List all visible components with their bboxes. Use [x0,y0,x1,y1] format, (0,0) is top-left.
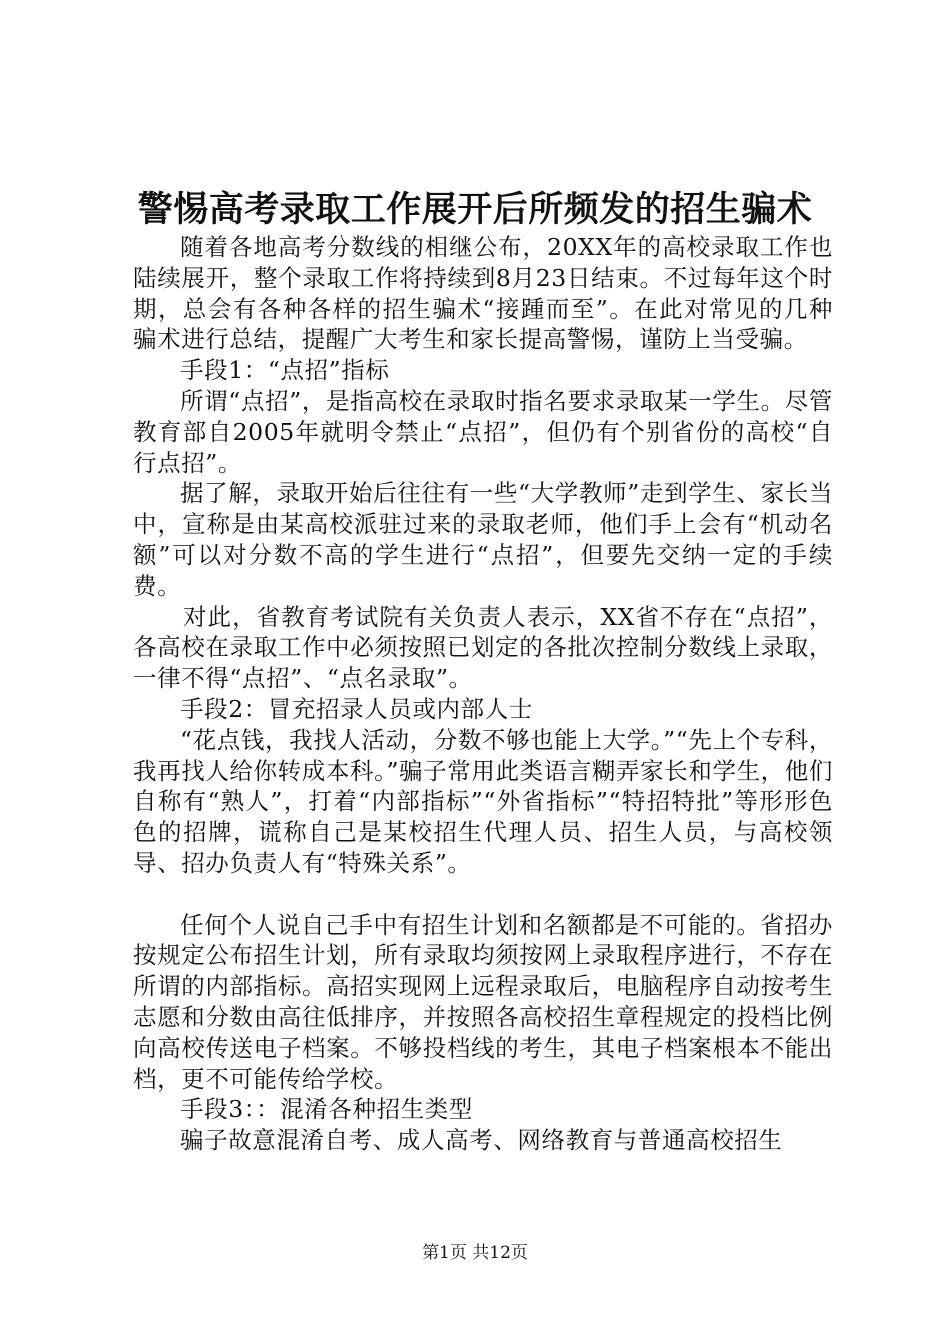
blank-line [133,879,833,910]
paragraph-scammer-quotes: “花点钱，我找人活动，分数不够也能上大学。”“先上个专科，我再找人给你转成本科。”骗子常用此类语言糊弄家长和学生，他们自称有“熟人”，打着“内部指标”“外省指标”“特招特批”等形形色色的招牌，谎称自己是某校招生代理人员、招生人员，与高校领导、招办负责人有“特殊关系”。 [133,725,833,877]
document-title: 警惕高考录取工作展开后所频发的招生骗术 [137,189,813,230]
paragraph-no-quotas: 任何个人说自己手中有招生计划和名额都是不可能的。省招办按规定公布招生计划，所有录取均须按网上录取程序进行，不存在所谓的内部指标。高招实现网上远程录取后，电脑程序自动按考生志愿和分数由高往低排序，并按照各高校招生章程规定的投档比例向高校传送电子档案。不够投档线的考生，其电子档案根本不能出档，更不可能传给学校。 [133,910,833,1093]
paragraph-official-response: 对此，省教育考试院有关负责人表示，XX省不存在“点招”，各高校在录取工作中必须按照已划定的各批次控制分数线上录取，一律不得“点招”、“点名录取”。 [133,602,833,693]
document-body [133,232,833,1156]
paragraph-fake-teachers: 据了解，录取开始后往往有一些“大学教师”走到学生、家长当中，宣称是由某高校派驻过来的录取老师，他们手上会有“机动名额”可以对分数不高的学生进行“点招”，但要先交纳一定的手续费。 [133,479,833,600]
paragraph-dianzhao-definition: 所谓“点招”，是指高校在录取时指名要求录取某一学生。尽管教育部自2005年就明令禁止“点招”，但仍有个别省份的高校“自行点招”。 [133,386,833,477]
section-heading-method-2: 手段2：冒充招录人员或内部人士 [180,694,533,723]
section-heading-method-1: 手段1：“点招”指标 [180,356,390,385]
page-footer: 第1页 共12页 [422,1243,528,1263]
paragraph-intro: 随着各地高考分数线的相继公布，20XX年的高校录取工作也陆续展开，整个录取工作将持续到8月23日结束。不过每年这个时期，总会有各种各样的招生骗术“接踵而至”。在此对常见的几种骗术进行总结，提醒广大考生和家长提高警惕，谨防上当受骗。 [133,233,833,354]
paragraph-mixed-types: 骗子故意混淆自考、成人高考、网络教育与普通高校招生 [180,1126,783,1155]
section-heading-method-3: 手段3：：混淆各种招生类型 [180,1095,474,1124]
